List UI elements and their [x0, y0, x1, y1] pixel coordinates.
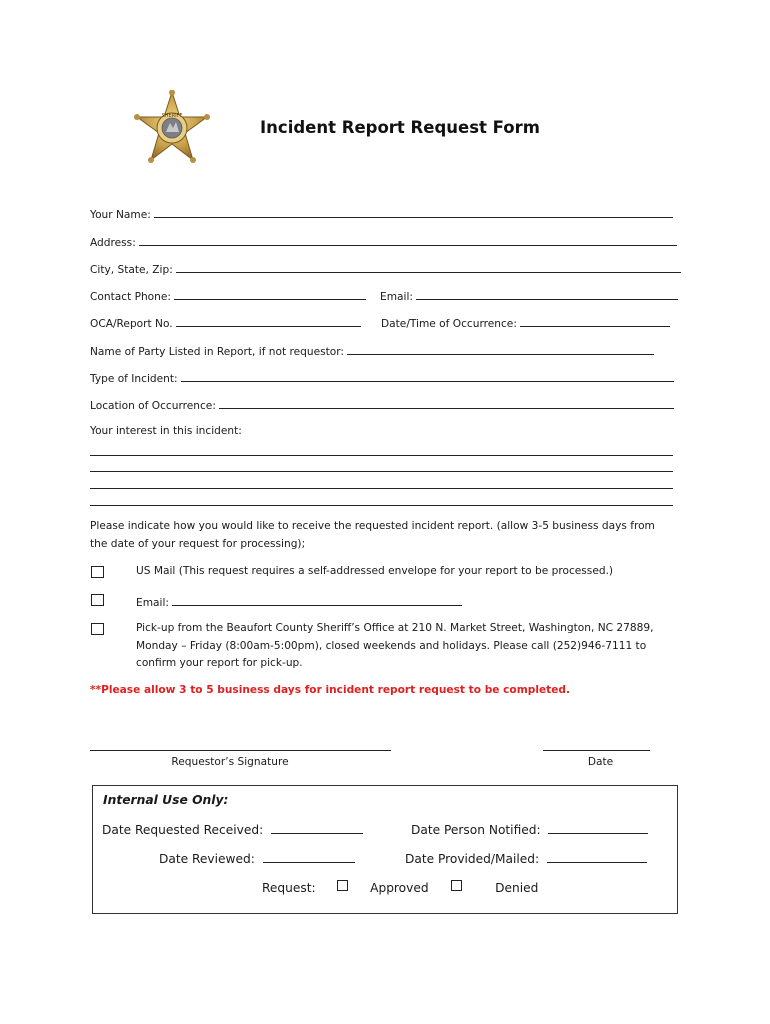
- date-reviewed-input-line[interactable]: [263, 850, 355, 863]
- date-requested-field[interactable]: [102, 821, 363, 837]
- contact-phone-field[interactable]: [90, 288, 366, 304]
- interest-input-line[interactable]: [90, 505, 673, 506]
- internal-use-title: Internal Use Only:: [103, 793, 229, 807]
- city-state-zip-field[interactable]: [90, 261, 681, 277]
- date-requested-input-line[interactable]: [271, 821, 363, 834]
- signature-label: Requestor’s Signature: [171, 756, 289, 768]
- date-time-label: Date/Time of Occurrence:: [381, 318, 517, 330]
- email-field[interactable]: [380, 288, 678, 304]
- address-input-line[interactable]: [139, 234, 677, 246]
- location-label: Location of Occurrence:: [90, 400, 216, 412]
- incident-type-label: Type of Incident:: [90, 373, 178, 385]
- interest-input-line[interactable]: [90, 455, 673, 456]
- interest-input-line[interactable]: [90, 488, 673, 489]
- date-provided-label: Date Provided/Mailed:: [405, 852, 540, 866]
- svg-text:SHERIFF: SHERIFF: [161, 113, 183, 119]
- city-state-zip-label: City, State, Zip:: [90, 264, 173, 276]
- sheriff-badge-icon: [133, 90, 211, 168]
- date-provided-field[interactable]: [405, 850, 647, 866]
- signature-date-line[interactable]: [543, 750, 650, 751]
- location-field[interactable]: [90, 397, 674, 413]
- oca-report-field[interactable]: [90, 315, 361, 331]
- date-time-input-line[interactable]: [520, 315, 670, 327]
- address-field[interactable]: [90, 234, 677, 250]
- interest-label: Your interest in this incident:: [90, 425, 242, 437]
- approved-label: Approved: [370, 881, 429, 895]
- approved-checkbox[interactable]: [337, 880, 348, 891]
- signature-date-label: Date: [587, 756, 614, 768]
- party-name-label: Name of Party Listed in Report, if not requestor:: [90, 346, 345, 358]
- email-delivery-checkbox[interactable]: [91, 594, 104, 606]
- party-name-field[interactable]: [90, 343, 654, 359]
- email-delivery-label: Email:: [136, 597, 169, 609]
- pickup-label: Pick-up from the Beaufort County Sheriff’s Office at 210 N. Market Street, Washington, NC 27889, Monday – Friday (8:00am-5:00pm), closed weekends and holidays. Please call (252)946-7111 to confirm your report for pick-up.: [136, 622, 654, 669]
- incident-type-field[interactable]: [90, 370, 674, 386]
- request-label: Request:: [262, 881, 316, 895]
- date-time-field[interactable]: [381, 315, 670, 331]
- date-provided-input-line[interactable]: [547, 850, 647, 863]
- date-reviewed-field[interactable]: [159, 850, 355, 866]
- contact-phone-label: Contact Phone:: [90, 291, 171, 303]
- denied-label: Denied: [495, 881, 539, 895]
- address-label: Address:: [90, 237, 136, 249]
- internal-use-box: [92, 785, 678, 914]
- email-label: Email:: [380, 291, 413, 303]
- date-notified-field[interactable]: [411, 821, 648, 837]
- signature-line[interactable]: [90, 750, 391, 751]
- party-name-input-line[interactable]: [347, 343, 654, 355]
- oca-report-label: OCA/Report No.: [90, 318, 173, 330]
- denied-checkbox[interactable]: [451, 880, 462, 891]
- us-mail-label: US Mail (This request requires a self-addressed envelope for your report to be processed.): [136, 565, 614, 577]
- location-input-line[interactable]: [219, 397, 674, 409]
- email-delivery-field[interactable]: [136, 594, 462, 610]
- contact-phone-input-line[interactable]: [174, 288, 366, 300]
- email-input-line[interactable]: [416, 288, 678, 300]
- city-state-zip-input-line[interactable]: [176, 261, 681, 273]
- date-notified-label: Date Person Notified:: [411, 823, 541, 837]
- processing-warning: **Please allow 3 to 5 business days for incident report request to be completed.: [90, 684, 571, 696]
- name-label: Your Name:: [90, 209, 151, 221]
- us-mail-checkbox[interactable]: [91, 566, 104, 578]
- email-delivery-input-line[interactable]: [172, 594, 462, 606]
- date-requested-label: Date Requested Received:: [102, 823, 264, 837]
- name-field[interactable]: [90, 206, 673, 222]
- interest-input-line[interactable]: [90, 471, 673, 472]
- pickup-checkbox[interactable]: [91, 623, 104, 635]
- incident-type-input-line[interactable]: [181, 370, 674, 382]
- request-decision-row: [262, 880, 538, 895]
- page-title: Incident Report Request Form: [260, 118, 540, 137]
- date-notified-input-line[interactable]: [548, 821, 648, 834]
- name-input-line[interactable]: [154, 206, 673, 218]
- delivery-instructions: Please indicate how you would like to receive the requested incident report. (allow 3-5 business days from the date of your request for processing);: [90, 520, 655, 550]
- oca-report-input-line[interactable]: [176, 315, 361, 327]
- date-reviewed-label: Date Reviewed:: [159, 852, 255, 866]
